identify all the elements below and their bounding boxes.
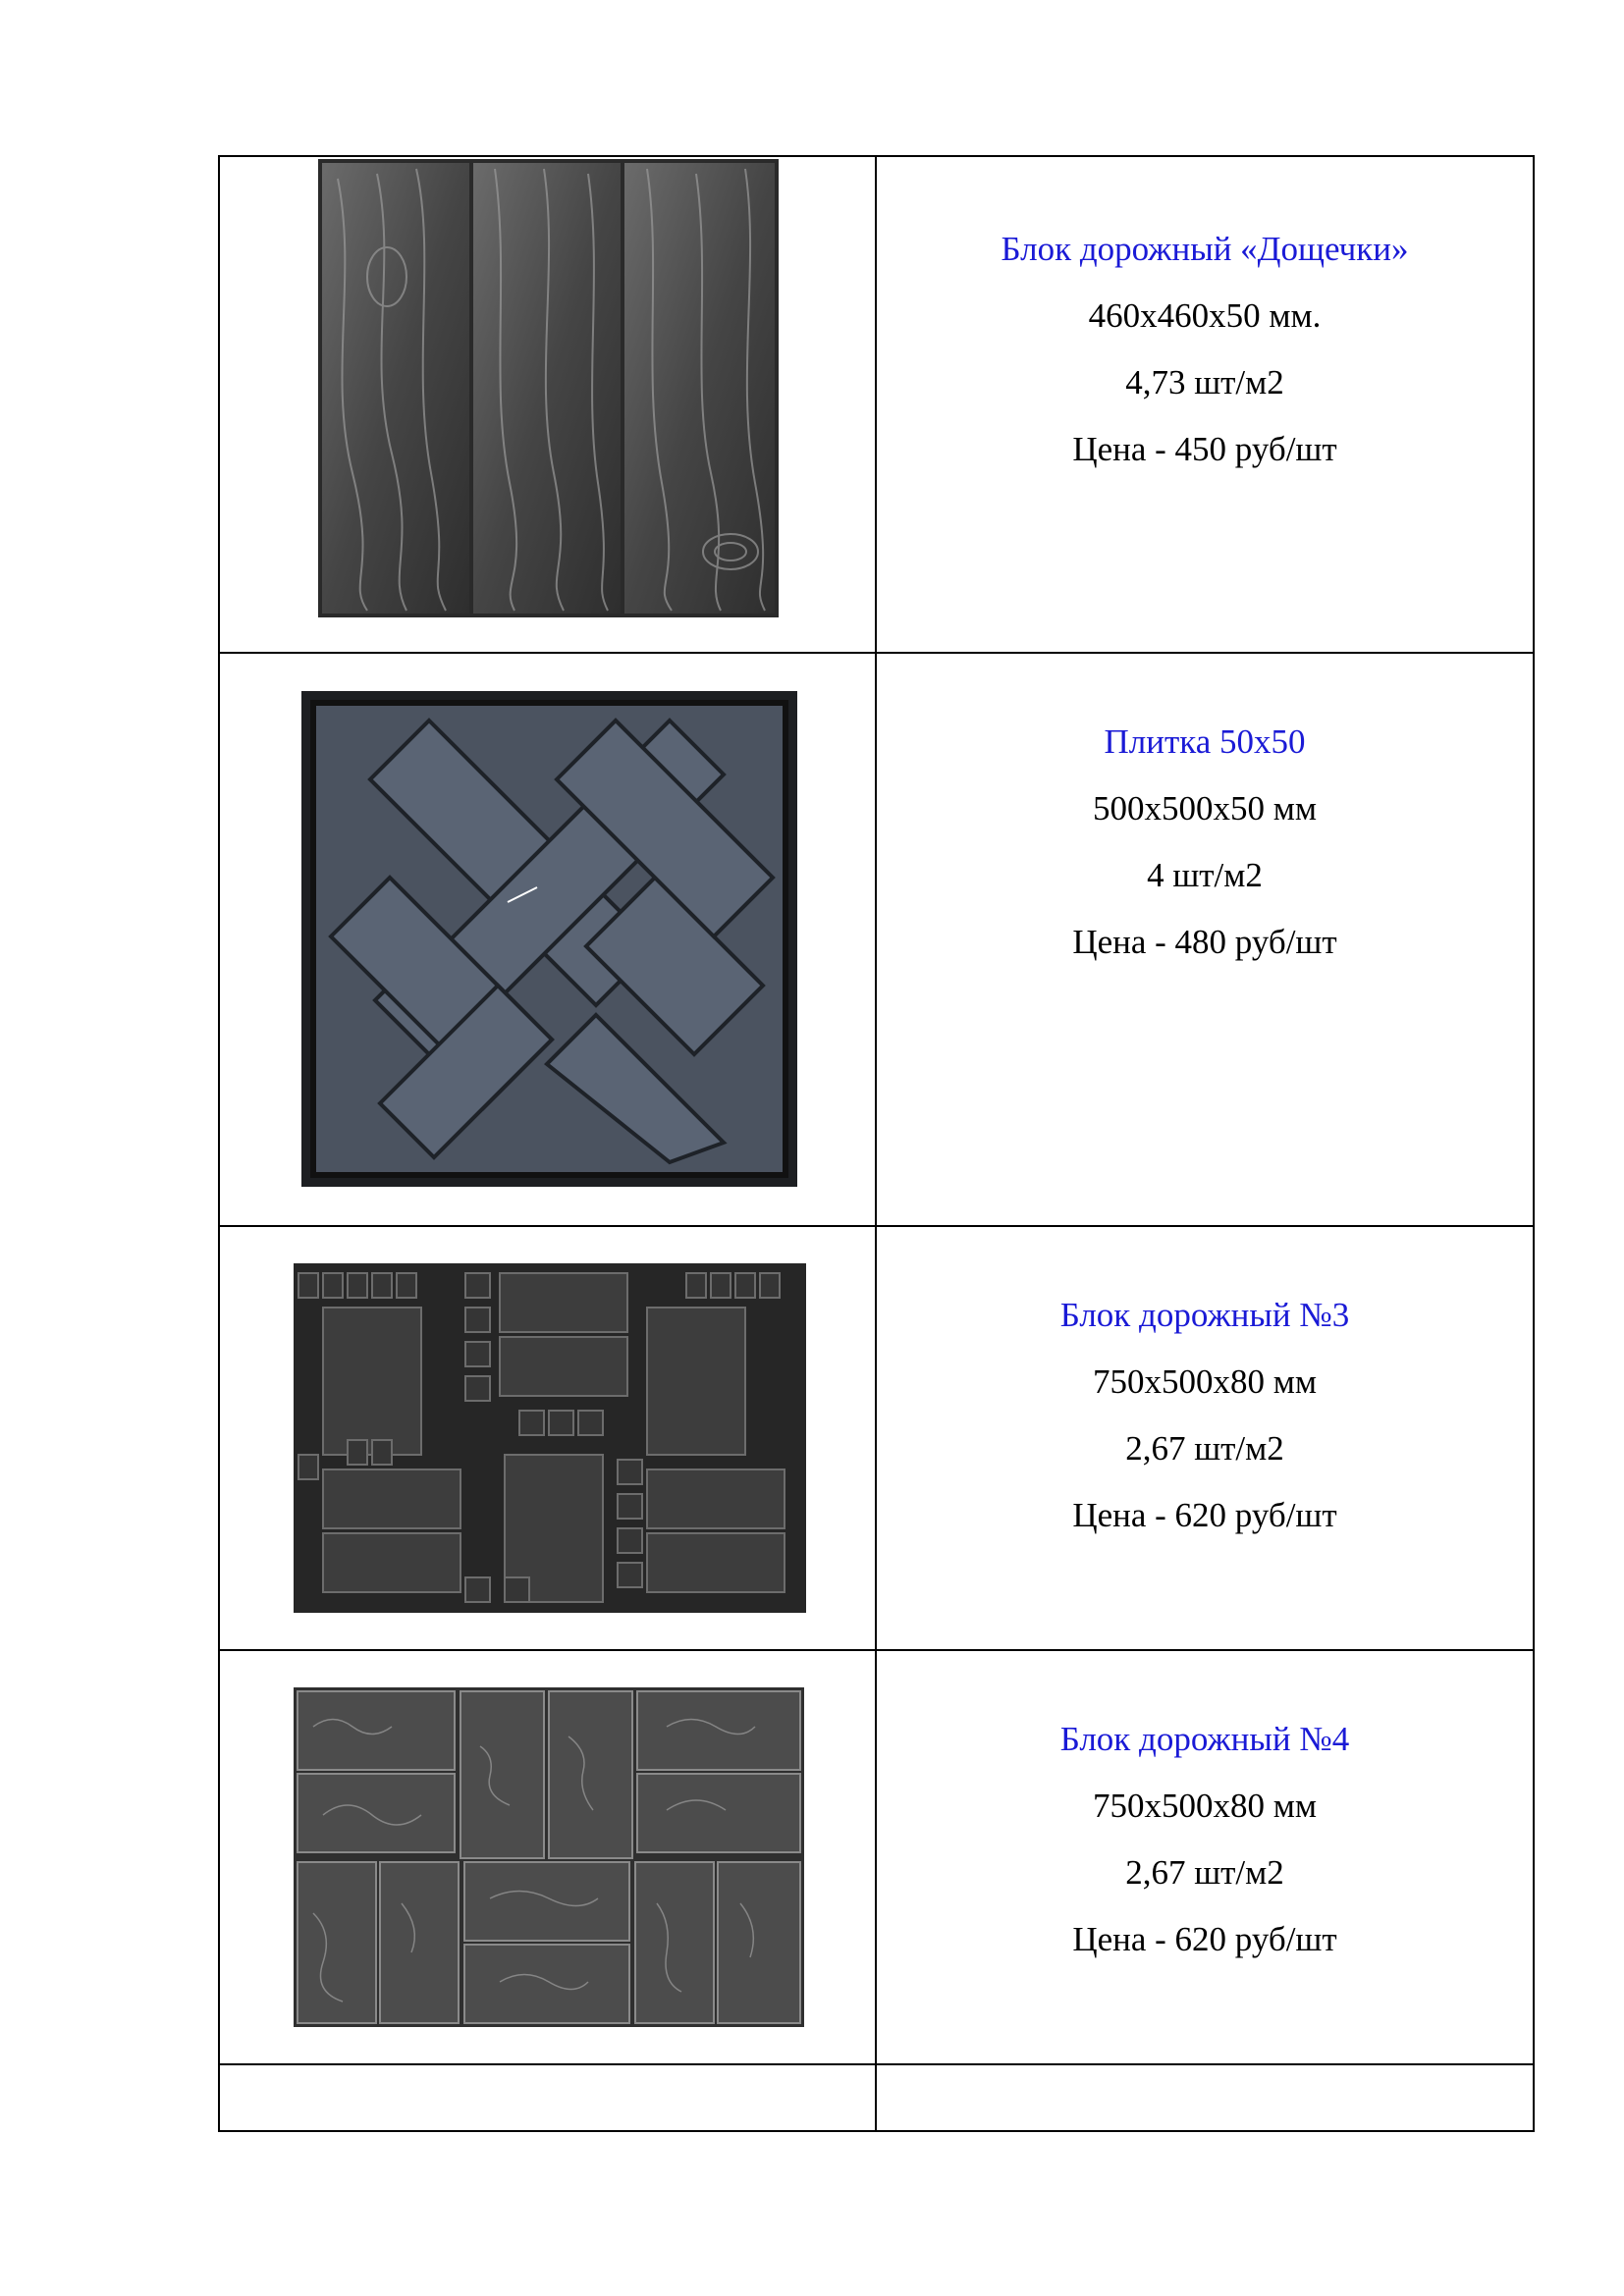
- empty-cell: [219, 2064, 876, 2131]
- product-info-cell: [876, 1226, 1534, 1650]
- product-info: [877, 1227, 1533, 1549]
- brick-pattern-block-image: [294, 1263, 806, 1613]
- table-row: [219, 1650, 1534, 2064]
- product-name: Блок дорожный №4: [1059, 1720, 1350, 1758]
- product-image-cell: [219, 1226, 876, 1650]
- product-size: 500х500х50 мм: [1092, 789, 1318, 828]
- product-info-cell: [876, 156, 1534, 653]
- product-info: [877, 157, 1533, 483]
- product-price: Цена - 480 руб/шт: [1072, 923, 1337, 961]
- product-info-cell: [876, 653, 1534, 1226]
- table-row-empty: [219, 2064, 1534, 2131]
- product-image-cell: [219, 1650, 876, 2064]
- product-price: Цена - 620 руб/шт: [1072, 1920, 1337, 1958]
- product-per-m2: 2,67 шт/м2: [1125, 1853, 1284, 1892]
- product-image-cell: [219, 653, 876, 1226]
- product-size: 460х460х50 мм.: [1088, 296, 1322, 335]
- product-price: Цена - 450 руб/шт: [1072, 430, 1337, 468]
- product-table: [218, 155, 1535, 2132]
- product-image-cell: [219, 156, 876, 653]
- product-name: Блок дорожный №3: [1059, 1296, 1350, 1334]
- product-price: Цена - 620 руб/шт: [1072, 1496, 1337, 1534]
- product-per-m2: 2,67 шт/м2: [1125, 1429, 1284, 1468]
- stone-texture-block-image: [294, 1687, 804, 2027]
- product-info: [877, 1651, 1533, 1973]
- product-info-cell: [876, 1650, 1534, 2064]
- table-row: [219, 653, 1534, 1226]
- table-row: [219, 156, 1534, 653]
- product-info: [877, 654, 1533, 976]
- product-per-m2: 4 шт/м2: [1147, 856, 1263, 894]
- product-name: Плитка 50х50: [1104, 722, 1306, 761]
- wood-plank-tile-image: [318, 159, 779, 617]
- product-per-m2: 4,73 шт/м2: [1125, 363, 1284, 401]
- table-row: [219, 1226, 1534, 1650]
- woven-pattern-tile-image: [301, 691, 797, 1187]
- empty-cell: [876, 2064, 1534, 2131]
- product-size: 750х500х80 мм: [1092, 1362, 1318, 1401]
- product-name: Блок дорожный «Дощечки»: [1001, 230, 1409, 268]
- product-size: 750х500х80 мм: [1092, 1787, 1318, 1825]
